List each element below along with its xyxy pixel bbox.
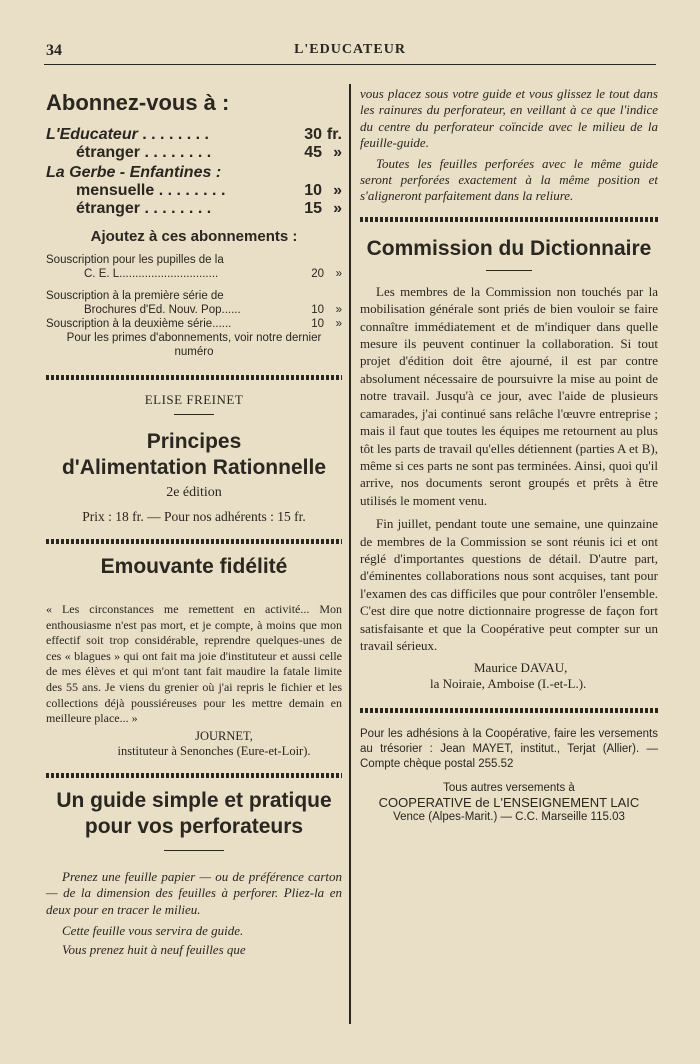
- journet-signature-name: JOURNET,: [195, 728, 253, 743]
- book-title-line1: Principes: [146, 430, 242, 453]
- davau-signature-name: Maurice DAVAU,: [474, 660, 568, 676]
- separator: [360, 217, 658, 222]
- ditto-mark: »: [335, 268, 342, 280]
- short-rule: [164, 850, 224, 851]
- pupils-line2: C. E. L.: [84, 268, 123, 280]
- ditto-mark: »: [335, 304, 342, 316]
- guide-paragraph-2: Cette feuille vous servira de guide.: [62, 922, 244, 938]
- gerbe-monthly-label: mensuelle: [76, 182, 155, 199]
- series1-price: 10: [311, 304, 324, 316]
- guide-paragraph-4: Toutes les feuilles perforées avec le même guide seront perforées exactement à la même position et s'aligneront parfaitement dans la reliure.: [360, 155, 658, 204]
- guide-title-line1: Un guide simple et pratique: [56, 788, 332, 812]
- short-rule: [486, 270, 532, 271]
- page-number: 34: [46, 42, 62, 59]
- book-price: Prix : 18 fr. — Pour nos adhérents : 15 fr.: [82, 509, 306, 524]
- separator: [360, 708, 658, 713]
- emouvante-text: « Les circonstances me remettent en activité... Mon enthousiasme n'est pas mort, et je compte, à moins que mon effectif soit trop considérable, reprendre quelques-unes de ces « blagues » qui ont fait ma joie d'instituteur et aussi celle de mes élèves et qui m'ont tant fait maudire la fatale limite des 55 ans. Je viens du grenier où j'ai repris le fichier et les collections déjà poussiéreuses pour les mettre demain en meilleure place... »: [46, 602, 342, 726]
- book-edition: 2e édition: [166, 485, 222, 500]
- coop-others: Tous autres versements à: [443, 782, 575, 795]
- subscriptions-prices: L'Educateur . . . . . . . . 30 fr. étranger . . . . . . . . 45 » La Gerbe - Enfantines : mensuelle . . . . . . . . 10 » étranger . . . . . . . . 15 »: [46, 126, 342, 217]
- ditto-mark: »: [335, 318, 342, 330]
- bonus-note: Pour les primes d'abonnements, voir notre dernier numéro: [66, 332, 322, 358]
- pupils-price: 20: [311, 268, 324, 280]
- left-column: [46, 86, 342, 960]
- guide-paragraph-3-start: Vous prenez huit à neuf feuilles que: [62, 942, 246, 958]
- separator: [46, 539, 342, 544]
- coop-address: Vence (Alpes-Marit.) — C.C. Marseille 115.03: [393, 811, 625, 824]
- extra-subscriptions: Souscription pour les pupilles de la C. E. L............................... 20 » Souscription à la première série de Brochures d'Ed. Nouv. Pop...... 10 » Souscription à la deuxième série...... 10 » Pour les primes d'abonnements, voir notre dernier numéro: [46, 254, 342, 358]
- separator: [46, 375, 342, 380]
- book-title-line2: d'Alimentation Rationnelle: [61, 456, 326, 479]
- pupils-line1: Souscription pour les pupilles de la: [46, 254, 224, 266]
- series2-line: Souscription à la deuxième série: [46, 318, 213, 330]
- commission-paragraph-2: Fin juillet, pendant toute une semaine, une quinzaine de membres de la Commission se sont réunis ici et ont réglé d'importantes questions de détail. D'autre part, d'éminentes collaborations nous sont acquises, tant pour l'examen des cas difficiles que pour contrôler l'ensemble. C'est dire que notre dictionnaire progresse de façon fort satisfaisante et que la Coopérative peut compter sur un travail sérieux.: [360, 516, 658, 653]
- series1-line2: Brochures d'Ed. Nouv. Pop.: [84, 304, 225, 316]
- right-column: [360, 86, 658, 823]
- series1-line1: Souscription à la première série de: [46, 290, 224, 302]
- coop-name: COOPERATIVE de L'ENSEIGNEMENT LAIC: [378, 795, 640, 811]
- educateur-label: L'Educateur: [46, 126, 138, 143]
- davau-signature-place: la Noiraie, Amboise (I.-et-L.).: [430, 676, 587, 692]
- gerbe-foreign-price: 15: [304, 200, 322, 217]
- journet-signature-place: instituteur à Senonches (Eure-et-Loir).: [117, 743, 311, 758]
- separator: [46, 773, 342, 778]
- coop-adhesion: Pour les adhésions à la Coopérative, faire les versements au trésorier : Jean MAYET, institut., Terjat (Allier). — Compte chèque postal 255.52: [360, 728, 658, 771]
- gerbe-foreign-label: étranger: [76, 200, 141, 217]
- guide-paragraph-3: vous placez sous votre guide et vous glissez le tout dans les rainures du perforateur, en veillant à ce que l'indice du centre du perforateur coïncide avec le milieu de la feuille-guide.: [360, 86, 658, 151]
- educateur-price: 30: [304, 126, 322, 143]
- educateur-foreign-label: étranger: [76, 144, 141, 161]
- column-divider: [349, 84, 351, 1024]
- gerbe-monthly-price: 10: [304, 182, 322, 199]
- emouvante-title: Emouvante fidélité: [100, 555, 288, 578]
- guide-title-line2: pour vos perforateurs: [84, 814, 304, 838]
- commission-paragraph-1: Les membres de la Commission non touchés par la mobilisation générale sont priés de bien vouloir se faire connaître immédiatement et de m'indiquer dans quelle mesure ils peuvent continuer la collaboration. Si tout projet d'édition doit être ajourné, il est par contre absolument nécessaire de poursuivre la mise au point de notre travail. Jusqu'à ce jour, avec l'aide de plusieurs camarades, j'ai continué sans relâche l'œuvre entreprise ; mais il faut que toutes les équipes me retournent au plus tôt les parts de travail qu'elles détiennent (parties A et B), même si ces parts ne sont pas terminées. Ainsi, quoi qu'il arrive, nos documents seront groupés et prêts à être utilisés le moment venu.: [360, 283, 658, 508]
- page-header: [44, 38, 656, 65]
- ditto-mark: »: [333, 200, 342, 217]
- ditto-mark: »: [333, 144, 342, 161]
- gerbe-label: La Gerbe - Enfantines :: [46, 164, 222, 181]
- educateur-foreign-price: 45: [304, 144, 322, 161]
- book-author: ELISE FREINET: [144, 392, 244, 407]
- short-rule: [174, 414, 214, 415]
- add-subscriptions-title: Ajoutez à ces abonnements :: [90, 228, 298, 245]
- series2-price: 10: [311, 318, 324, 330]
- guide-paragraph-1: Prenez une feuille papier — ou de préférence carton — de la dimension des feuilles à perforer. Pliez-la en deux pour en tracer le milieu.: [46, 868, 342, 917]
- subscriptions-title: Abonnez-vous à :: [46, 90, 230, 115]
- ditto-mark: »: [333, 182, 342, 199]
- educateur-unit: fr.: [326, 126, 342, 143]
- commission-title: Commission du Dictionnaire: [366, 236, 652, 260]
- journal-title: L'EDUCATEUR: [294, 42, 406, 57]
